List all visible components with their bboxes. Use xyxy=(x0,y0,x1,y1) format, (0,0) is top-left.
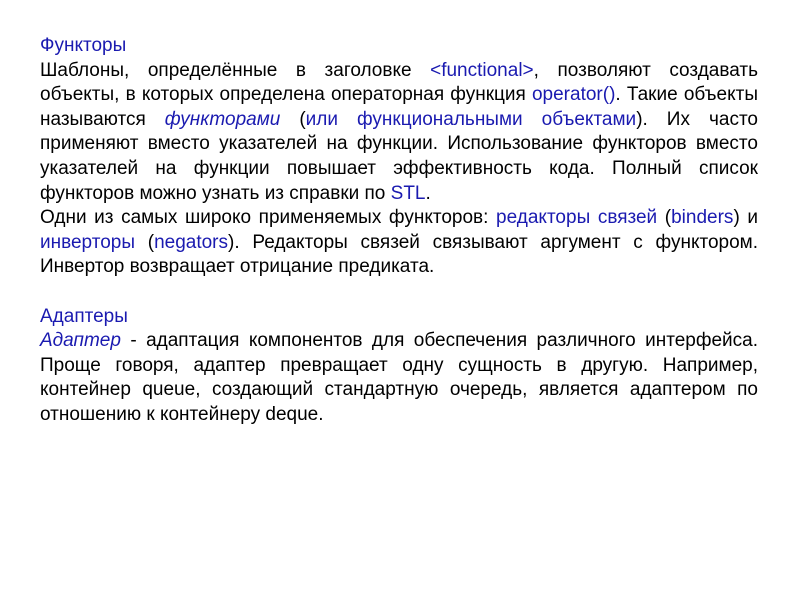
slide-body xyxy=(40,34,758,428)
text-run: Одни из самых широко применяемых функторов: xyxy=(40,207,497,229)
text-run: , позволяют создавать объекты, в которых определена операторная функция xyxy=(40,59,758,106)
text-run: ( xyxy=(280,108,306,130)
text-run: - адаптация компонентов для обеспечения различного интерфейса. Проще говоря, адаптер превращает одну сущность в другую. Например, контейнер queue, создающий стандартную очередь, является адаптером по отношению к контейнеру deque. xyxy=(40,330,758,425)
text-run: . xyxy=(425,182,431,204)
paragraph-binders-negators xyxy=(40,206,758,280)
highlighted-term: редакторы связей xyxy=(496,207,658,229)
paragraph-adapters xyxy=(40,329,758,427)
text-run: . Такие объекты называются xyxy=(40,84,758,130)
highlighted-term: <functional> xyxy=(430,59,534,81)
spacer xyxy=(40,280,758,305)
highlighted-term: binders xyxy=(671,207,734,229)
text-run: ) и xyxy=(733,207,758,229)
heading-functors: Функторы xyxy=(40,35,127,56)
highlighted-term: или функциональными объектами xyxy=(305,108,637,130)
highlighted-term: operator() xyxy=(531,84,616,106)
text-run: Шаблоны, определённые в заголовке xyxy=(40,59,431,81)
text-run: ). Редакторы связей связывают аргумент с функтором. Инвертор возвращает отрицание предиката. xyxy=(40,231,759,278)
paragraph-functors-intro xyxy=(40,59,758,207)
highlighted-term: Адаптер xyxy=(40,330,121,352)
text-run: ( xyxy=(657,207,672,229)
highlighted-term: negators xyxy=(154,231,229,253)
highlighted-term: STL xyxy=(390,182,426,204)
highlighted-term: инверторы xyxy=(40,231,135,253)
text-run: ). Их часто применяют вместо указателей на функции. Использование функторов вместо указателей на функции повышает эффективность кода. Полный список функторов можно узнать из справки по xyxy=(40,108,759,204)
heading-adapters: Адаптеры xyxy=(40,305,128,327)
text-run: ( xyxy=(134,231,155,253)
highlighted-term: функторами xyxy=(164,108,281,130)
